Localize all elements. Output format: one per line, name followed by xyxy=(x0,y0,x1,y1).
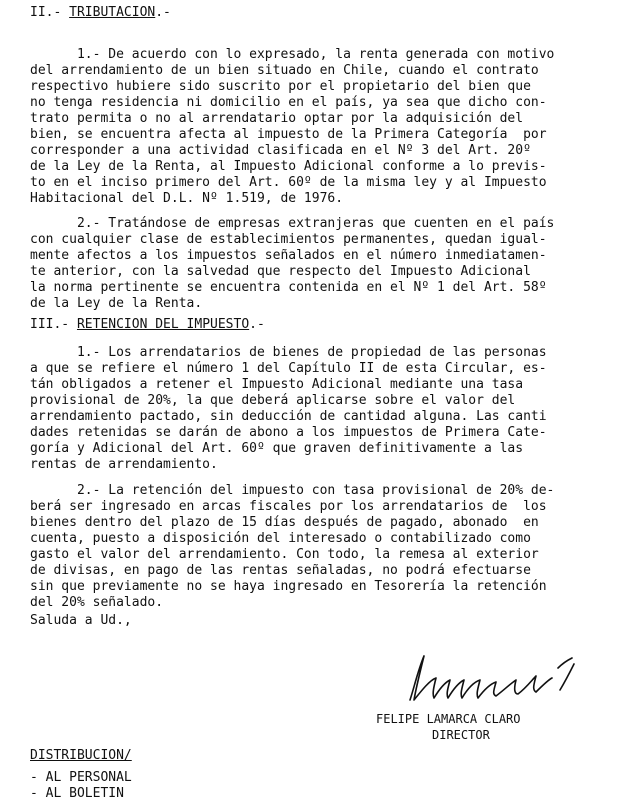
section-ii-title-suffix: .- xyxy=(155,5,171,20)
paragraph-line: gasto el valor del arrendamiento. Con todo, la remesa al exterior xyxy=(30,547,539,562)
paragraph-line: del arrendamiento de un bien situado en Chile, cuando el contrato xyxy=(30,63,539,78)
distribution-item: - AL BOLETIN xyxy=(30,786,124,801)
paragraph-line: la norma pertinente se encuentra contenida en el Nº 1 del Art. 58º xyxy=(30,280,547,295)
section-iii-heading xyxy=(30,318,265,332)
paragraph-line: tán obligados a retener el Impuesto Adicional mediante una tasa xyxy=(30,377,524,392)
closing-salutation: Saluda a Ud., xyxy=(30,613,132,628)
paragraph-line: to en el inciso primero del Art. 60º de la misma ley y al Impuesto xyxy=(30,175,547,190)
section-ii-number: II.- xyxy=(30,5,70,20)
paragraph-line: 1.- Los arrendatarios de bienes de propiedad de las personas xyxy=(30,345,547,360)
signer-title: DIRECTOR xyxy=(432,728,490,742)
section-ii-heading xyxy=(30,6,171,20)
paragraph-line: bienes dentro del plazo de 15 días después de pagado, abonado en xyxy=(30,515,539,530)
paragraph-line: provisional de 20%, la que deberá aplicarse sobre el valor del xyxy=(30,393,516,408)
paragraph-line: cuenta, puesto a disposición del interesado o contabilizado como xyxy=(30,531,531,546)
paragraph-line: dades retenidas se darán de abono a los impuestos de Primera Cate- xyxy=(30,425,547,440)
signer-name: FELIPE LAMARCA CLARO xyxy=(376,712,521,726)
distribution-heading: DISTRIBUCION/ xyxy=(30,748,132,763)
paragraph-line: bien, se encuentra afecta al impuesto de la Primera Categoría por xyxy=(30,127,547,142)
paragraph-line: 2.- Tratándose de empresas extranjeras que cuenten en el país xyxy=(30,216,555,231)
paragraph-line: sin que previamente no se haya ingresado en Tesorería la retención xyxy=(30,579,547,594)
paragraph-line: rentas de arrendamiento. xyxy=(30,457,218,472)
paragraph-line: 1.- De acuerdo con lo expresado, la renta generada con motivo xyxy=(30,47,555,62)
paragraph-line: a que se refiere el número 1 del Capítulo II de esta Circular, es- xyxy=(30,361,547,376)
paragraph-line: de la Ley de la Renta, al Impuesto Adicional conforme a lo previs- xyxy=(30,159,547,174)
paragraph-line: corresponder a una actividad clasificada en el Nº 3 del Art. 20º xyxy=(30,143,531,158)
paragraph-line: mente afectos a los impuestos señalados en el número inmediatamen- xyxy=(30,248,547,263)
handwritten-signature xyxy=(400,650,590,710)
paragraph-line: respectivo hubiere sido suscrito por el propietario del bien que xyxy=(30,79,531,94)
paragraph-line: de la Ley de la Renta. xyxy=(30,296,203,311)
paragraph-line: del 20% señalado. xyxy=(30,595,164,610)
paragraph-line: te anterior, con la salvedad que respecto del Impuesto Adicional xyxy=(30,264,531,279)
section-ii-title: TRIBUTACION xyxy=(69,5,156,20)
paragraph-line: 2.- La retención del impuesto con tasa provisional de 20% de- xyxy=(30,483,555,498)
distribution-item: - AL PERSONAL xyxy=(30,770,132,785)
paragraph-line: goría y Adicional del Art. 60º que graven definitivamente a las xyxy=(30,441,524,456)
section-iii-number: III.- xyxy=(30,317,77,332)
paragraph-line: de divisas, en pago de las rentas señaladas, no podrá efectuarse xyxy=(30,563,531,578)
paragraph-line: con cualquier clase de establecimientos permanentes, quedan igual- xyxy=(30,232,547,247)
section-iii-title: RETENCION DEL IMPUESTO xyxy=(76,317,250,332)
section-iii-title-suffix: .- xyxy=(249,317,265,332)
paragraph-line: trato permita o no al arrendatario optar por la adquisición del xyxy=(30,111,524,126)
paragraph-line: berá ser ingresado en arcas fiscales por los arrendatarios de los xyxy=(30,499,547,514)
paragraph-line: arrendamiento pactado, sin deducción de cantidad alguna. Las canti xyxy=(30,409,547,424)
paragraph-line: no tenga residencia ni domicilio en el país, ya sea que dicho con- xyxy=(30,95,547,110)
paragraph-line: Habitacional del D.L. Nº 1.519, de 1976. xyxy=(30,191,344,206)
